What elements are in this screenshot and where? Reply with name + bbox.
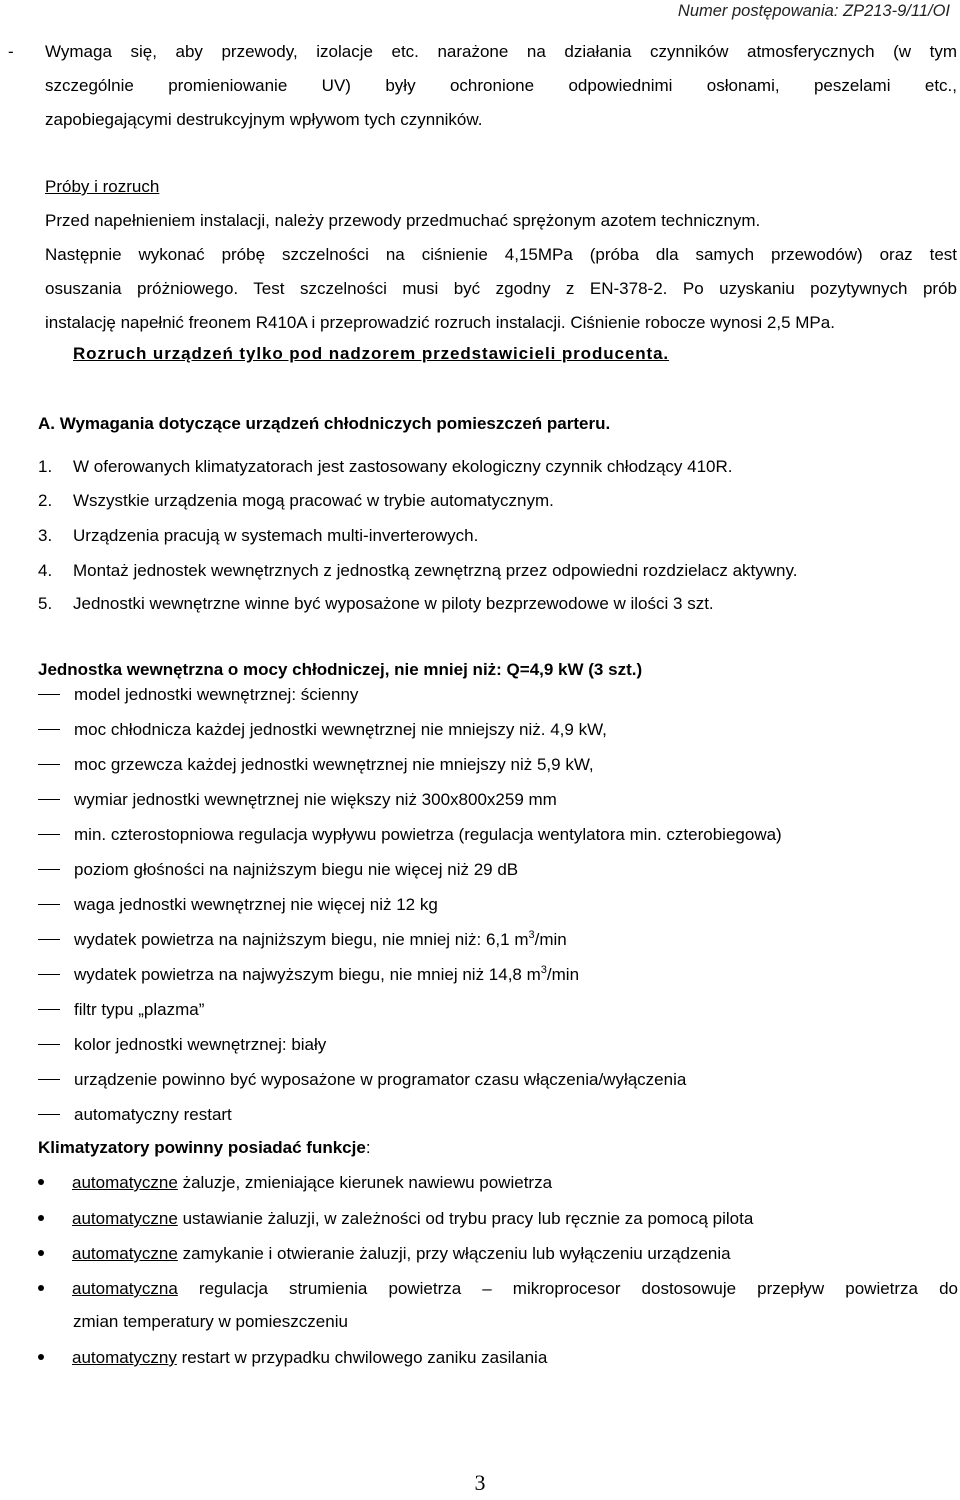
dash-bullet-icon xyxy=(38,1079,60,1080)
indoor-unit-heading: Jednostka wewnętrzna o mocy chłodniczej, nie mniej niż: Q=4,9 kW (3 szt.) xyxy=(38,660,643,679)
dash-bullet-icon xyxy=(38,799,60,800)
tests-paragraph-2-line-2: osuszania próżniowego. Test szczelności musi być zgodny z EN-378-2. Po uzyskaniu pozytywnych prób xyxy=(45,279,957,298)
page-number: 3 xyxy=(474,1470,486,1495)
spec-item: waga jednostki wewnętrznej nie więcej niż 12 kg xyxy=(38,895,438,915)
dash-bullet-icon xyxy=(38,834,60,835)
spec-item: min. czterostopniowa regulacja wypływu powietrza (regulacja wentylatora min. czterobiegowa) xyxy=(38,825,782,845)
function-item: automatyczne żaluzje, zmieniające kierunek nawiewu powietrza xyxy=(38,1173,552,1193)
spec-item: filtr typu „plazma” xyxy=(38,1000,204,1020)
list-item: 2. xyxy=(38,491,53,510)
dash-bullet-icon xyxy=(38,1044,60,1045)
bullet-icon xyxy=(38,1215,44,1221)
spec-item: automatyczny restart xyxy=(38,1105,232,1125)
dash-bullet-icon xyxy=(38,729,60,730)
tests-paragraph-2-line-3: instalację napełnić freonem R410A i przeprowadzić rozruch instalacji. Ciśnienie robocze wynosi 2,5 MPa. xyxy=(45,313,835,332)
bullet-icon xyxy=(38,1354,44,1360)
list-item: 1. xyxy=(38,457,53,476)
list-item: 4. xyxy=(38,561,53,580)
spec-item: wymiar jednostki wewnętrznej nie większy niż 300x800x259 mm xyxy=(38,790,557,810)
section-a-heading: A. Wymagania dotyczące urządzeń chłodniczych pomieszczeń parteru. xyxy=(38,414,611,433)
dash-bullet-icon xyxy=(38,974,60,975)
dash-bullet-icon xyxy=(38,694,60,695)
intro-line-1: Wymaga się, aby przewody, izolacje etc. narażone na działania czynników atmosferycznych (w tym xyxy=(45,42,957,61)
spec-item: wydatek powietrza na najniższym biegu, nie mniej niż: 6,1 $m^3/\min$ xyxy=(38,930,567,950)
dash-bullet-icon xyxy=(38,1009,60,1010)
spec-item: urządzenie powinno być wyposażone w programator czasu włączenia/wyłączenia xyxy=(38,1070,686,1090)
bullet-icon xyxy=(38,1250,44,1256)
spec-item: kolor jednostki wewnętrznej: biały xyxy=(38,1035,326,1055)
dash-bullet-icon xyxy=(38,764,60,765)
tests-heading: Próby i rozruch xyxy=(45,177,160,196)
spec-item: moc chłodnicza każdej jednostki wewnętrznej nie mniejszy niż. 4,9 kW, xyxy=(38,720,607,740)
list-item-text: W oferowanych klimatyzatorach jest zastosowany ekologiczny czynnik chłodzący 410R. xyxy=(73,457,733,476)
list-item: 3. xyxy=(38,526,53,545)
spec-item: moc grzewcza każdej jednostki wewnętrznej nie mniejszy niż 5,9 kW, xyxy=(38,755,594,775)
document-reference: Numer postępowania: ZP213-9/11/OI xyxy=(677,2,950,20)
list-item-text: Wszystkie urządzenia mogą pracować w trybie automatycznym. xyxy=(73,491,554,510)
function-item-continuation: zmian temperatury w pomieszczeniu xyxy=(73,1312,348,1331)
bullet-icon xyxy=(38,1285,44,1291)
bullet-icon xyxy=(38,1179,44,1185)
function-item: automatyczne zamykanie i otwieranie żaluzji, przy włączeniu lub wyłączeniu urządzenia xyxy=(38,1244,731,1264)
functions-heading: Klimatyzatory powinny posiadać funkcje: xyxy=(38,1138,371,1157)
spec-item: poziom głośności na najniższym biegu nie więcej niż 29 dB xyxy=(38,860,518,880)
list-item-text: Montaż jednostek wewnętrznych z jednostką zewnętrzną przez odpowiedni rozdzielacz aktywny. xyxy=(73,561,798,580)
tests-paragraph-2-line-1: Następnie wykonać próbę szczelności na ciśnienie 4,15MPa (próba dla samych przewodów) oraz test xyxy=(45,245,957,264)
spec-item: wydatek powietrza na najwyższym biegu, nie mniej niż 14,8 $m^3/\min$ xyxy=(38,965,579,985)
tests-paragraph-1: Przed napełnieniem instalacji, należy przewody przedmuchać sprężonym azotem technicznym. xyxy=(45,211,761,230)
spec-item: model jednostki wewnętrznej: ścienny xyxy=(38,685,358,705)
intro-line-2: szczególnie promieniowanie UV) były ochronione odpowiednimi osłonami, peszelami etc., xyxy=(45,76,957,95)
function-item: automatyczne ustawianie żaluzji, w zależności od trybu pracy lub ręcznie za pomocą pilota xyxy=(38,1209,753,1229)
intro-dash: - xyxy=(8,42,14,61)
list-item: 5. xyxy=(38,594,53,613)
commissioning-warning: Rozruch urządzeń tylko pod nadzorem przedstawicieli producenta. xyxy=(73,344,670,363)
function-item: automatyczny restart w przypadku chwilowego zaniku zasilania xyxy=(38,1348,547,1368)
list-item-text: Jednostki wewnętrzne winne być wyposażone w piloty bezprzewodowe w ilości 3 szt. xyxy=(73,594,714,613)
list-item-text: Urządzenia pracują w systemach multi-inverterowych. xyxy=(73,526,479,545)
dash-bullet-icon xyxy=(38,939,60,940)
dash-bullet-icon xyxy=(38,1114,60,1115)
dash-bullet-icon xyxy=(38,869,60,870)
function-item: automatyczna regulacja strumienia powietrza – mikroprocesor dostosowuje przepływ powietrza do xyxy=(38,1279,958,1299)
intro-line-3: zapobiegającymi destrukcyjnym wpływom tych czynników. xyxy=(45,110,483,129)
dash-bullet-icon xyxy=(38,904,60,905)
